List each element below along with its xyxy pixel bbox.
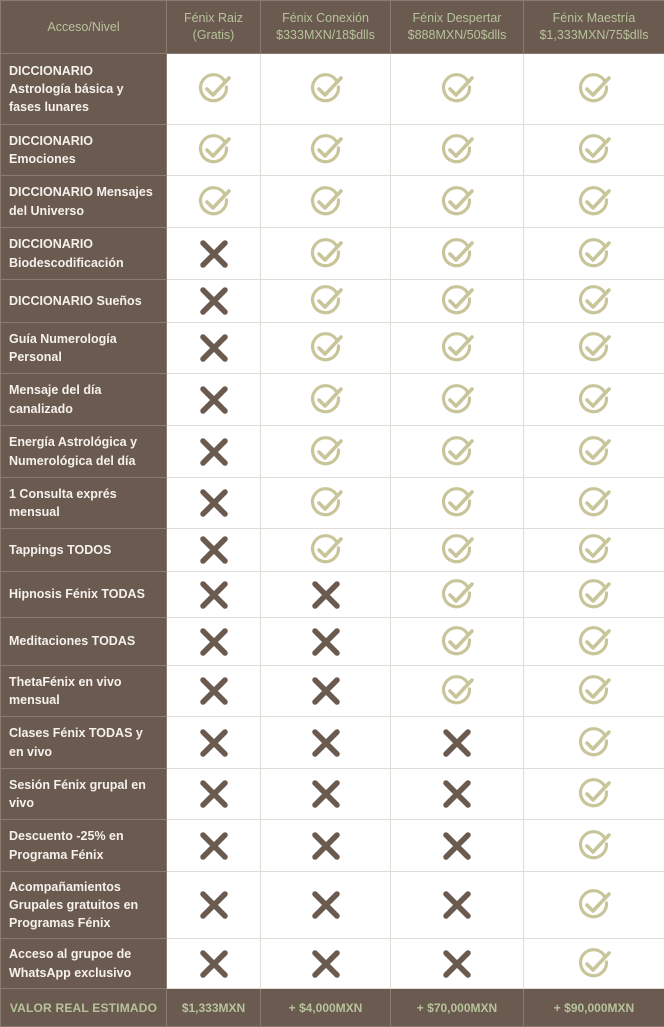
check-icon (391, 673, 523, 709)
feature-label (1, 280, 167, 323)
table-row (1, 374, 664, 426)
included-cell (524, 125, 664, 176)
check-icon (391, 577, 523, 613)
check-icon (261, 485, 390, 521)
check-icon (524, 887, 664, 923)
feature-label (1, 228, 167, 280)
check-icon (167, 71, 260, 107)
included-cell (524, 176, 664, 228)
included-cell (524, 478, 664, 529)
check-icon (261, 330, 390, 366)
included-cell (391, 228, 524, 280)
feature-label-line: Programa Fénix (9, 846, 158, 864)
excluded-cell (261, 572, 391, 618)
check-icon (261, 283, 390, 319)
x-icon (261, 829, 390, 863)
check-icon (261, 434, 390, 470)
included-cell (391, 478, 524, 529)
feature-label (1, 54, 167, 125)
table-row (1, 280, 664, 323)
table-row (1, 228, 664, 280)
check-icon (524, 184, 664, 220)
check-icon (261, 382, 390, 418)
x-icon (391, 777, 523, 811)
footer-value: + $70,000MXN (391, 989, 524, 1027)
plan-name: Fénix Raiz (167, 10, 260, 27)
x-icon (167, 888, 260, 922)
check-icon (261, 71, 390, 107)
feature-label-line: en vivo (9, 743, 158, 761)
check-icon (167, 184, 260, 220)
feature-label-line: Grupales gratuitos en (9, 896, 158, 914)
check-icon (261, 236, 390, 272)
feature-label-line: canalizado (9, 400, 158, 418)
included-cell (391, 323, 524, 374)
feature-label-line: Hipnosis Fénix TODAS (9, 585, 158, 603)
excluded-cell (167, 717, 261, 769)
included-cell (261, 323, 391, 374)
feature-label-line: DICCIONARIO (9, 132, 158, 150)
check-icon (391, 132, 523, 168)
included-cell (524, 666, 664, 717)
check-icon (524, 71, 664, 107)
plan-header-raiz (167, 1, 261, 54)
feature-label-line: Descuento -25% en (9, 827, 158, 845)
check-icon (391, 283, 523, 319)
footer-value: + $90,000MXN (524, 989, 664, 1027)
included-cell (524, 820, 664, 872)
check-icon (391, 382, 523, 418)
feature-label (1, 666, 167, 717)
table-row (1, 717, 664, 769)
feature-label-line: mensual (9, 691, 158, 709)
footer-value: + $4,000MXN (261, 989, 391, 1027)
x-icon (261, 578, 390, 612)
table-row (1, 478, 664, 529)
included-cell (524, 54, 664, 125)
table-row (1, 872, 664, 939)
x-icon (261, 947, 390, 981)
check-icon (391, 624, 523, 660)
feature-label-line: mensual (9, 503, 158, 521)
x-icon (167, 331, 260, 365)
plan-price: (Gratis) (167, 27, 260, 44)
excluded-cell (167, 529, 261, 572)
excluded-cell (167, 280, 261, 323)
feature-label-line: Numerológica del día (9, 452, 158, 470)
excluded-cell (167, 666, 261, 717)
feature-label (1, 820, 167, 872)
check-icon (524, 283, 664, 319)
included-cell (391, 176, 524, 228)
included-cell (524, 939, 664, 989)
included-cell (261, 374, 391, 426)
feature-label-line: Acceso al grupoe de (9, 945, 158, 963)
feature-label (1, 717, 167, 769)
feature-label (1, 618, 167, 666)
table-row (1, 820, 664, 872)
plan-name: Fénix Maestría (524, 10, 664, 27)
included-cell (524, 717, 664, 769)
check-icon (391, 330, 523, 366)
excluded-cell (167, 323, 261, 374)
included-cell (524, 374, 664, 426)
excluded-cell (261, 666, 391, 717)
x-icon (261, 674, 390, 708)
plan-name: Fénix Despertar (391, 10, 523, 27)
feature-label-line: DICCIONARIO Mensajes (9, 183, 158, 201)
included-cell (261, 176, 391, 228)
feature-label-line: fases lunares (9, 98, 158, 116)
x-icon (261, 777, 390, 811)
x-icon (391, 947, 523, 981)
feature-rows (1, 54, 664, 989)
feature-label-line: Sesión Fénix grupal en (9, 776, 158, 794)
included-cell (391, 572, 524, 618)
check-icon (524, 776, 664, 812)
excluded-cell (391, 769, 524, 820)
x-icon (167, 284, 260, 318)
included-cell (167, 125, 261, 176)
x-icon (167, 726, 260, 760)
plan-header-maestria (524, 1, 664, 54)
included-cell (524, 872, 664, 939)
excluded-cell (167, 769, 261, 820)
feature-label-line: Meditaciones TODAS (9, 632, 158, 650)
excluded-cell (167, 228, 261, 280)
x-icon (167, 625, 260, 659)
check-icon (391, 485, 523, 521)
included-cell (391, 125, 524, 176)
check-icon (524, 532, 664, 568)
included-cell (261, 280, 391, 323)
feature-label-line: DICCIONARIO (9, 235, 158, 253)
included-cell (261, 529, 391, 572)
check-icon (524, 577, 664, 613)
x-icon (167, 777, 260, 811)
excluded-cell (261, 820, 391, 872)
check-icon (524, 236, 664, 272)
feature-label-line: DICCIONARIO (9, 62, 158, 80)
x-icon (167, 947, 260, 981)
excluded-cell (391, 820, 524, 872)
plan-price: $1,333MXN/75$dlls (524, 27, 664, 44)
excluded-cell (261, 618, 391, 666)
x-icon (167, 383, 260, 417)
included-cell (167, 54, 261, 125)
footer-label: VALOR REAL ESTIMADO (1, 989, 167, 1027)
excluded-cell (167, 374, 261, 426)
feature-label-line: 1 Consulta exprés (9, 485, 158, 503)
feature-label-line: Programas Fénix (9, 914, 158, 932)
plan-name: Fénix Conexión (261, 10, 390, 27)
feature-label-line: WhatsApp exclusivo (9, 964, 158, 982)
excluded-cell (167, 572, 261, 618)
footer-row (1, 989, 664, 1027)
check-icon (524, 828, 664, 864)
feature-label-line: Mensaje del día (9, 381, 158, 399)
plan-price: $333MXN/18$dlls (261, 27, 390, 44)
excluded-cell (167, 426, 261, 478)
check-icon (524, 946, 664, 982)
excluded-cell (261, 872, 391, 939)
feature-label-line: Acompañamientos (9, 878, 158, 896)
feature-label (1, 769, 167, 820)
included-cell (391, 54, 524, 125)
check-icon (391, 184, 523, 220)
included-cell (524, 228, 664, 280)
feature-label (1, 529, 167, 572)
feature-label (1, 478, 167, 529)
header-row (1, 1, 664, 54)
feature-label (1, 872, 167, 939)
check-icon (524, 330, 664, 366)
included-cell (261, 228, 391, 280)
x-icon (167, 435, 260, 469)
x-icon (391, 829, 523, 863)
x-icon (167, 674, 260, 708)
feature-label-line: del Universo (9, 202, 158, 220)
check-icon (524, 725, 664, 761)
table-row (1, 939, 664, 989)
check-icon (524, 485, 664, 521)
excluded-cell (391, 939, 524, 989)
included-cell (524, 572, 664, 618)
corner-header: Acceso/Nivel (1, 1, 167, 54)
x-icon (391, 726, 523, 760)
x-icon (261, 888, 390, 922)
feature-label-line: Personal (9, 348, 158, 366)
x-icon (261, 625, 390, 659)
check-icon (261, 532, 390, 568)
excluded-cell (167, 939, 261, 989)
check-icon (524, 673, 664, 709)
check-icon (524, 624, 664, 660)
feature-label (1, 125, 167, 176)
x-icon (167, 486, 260, 520)
check-icon (391, 434, 523, 470)
feature-label-line: Astrología básica y (9, 80, 158, 98)
check-icon (391, 236, 523, 272)
feature-label-line: Clases Fénix TODAS y (9, 724, 158, 742)
feature-label-line: Energía Astrológica y (9, 433, 158, 451)
included-cell (261, 478, 391, 529)
check-icon (391, 71, 523, 107)
included-cell (524, 769, 664, 820)
check-icon (524, 132, 664, 168)
included-cell (391, 374, 524, 426)
included-cell (524, 323, 664, 374)
feature-label-line: Tappings TODOS (9, 541, 158, 559)
feature-label-line: Biodescodificación (9, 254, 158, 272)
included-cell (391, 426, 524, 478)
plan-header-despertar (391, 1, 524, 54)
table-row (1, 618, 664, 666)
included-cell (391, 280, 524, 323)
check-icon (261, 132, 390, 168)
table-row (1, 529, 664, 572)
included-cell (261, 54, 391, 125)
plan-price: $888MXN/50$dlls (391, 27, 523, 44)
included-cell (391, 529, 524, 572)
excluded-cell (261, 939, 391, 989)
check-icon (261, 184, 390, 220)
feature-label-line: ThetaFénix en vivo (9, 673, 158, 691)
footer-value: $1,333MXN (167, 989, 261, 1027)
feature-label-line: DICCIONARIO Sueños (9, 292, 158, 310)
table-row (1, 323, 664, 374)
included-cell (261, 125, 391, 176)
included-cell (391, 666, 524, 717)
feature-label-line: Emociones (9, 150, 158, 168)
feature-label-line: vivo (9, 794, 158, 812)
included-cell (524, 280, 664, 323)
table-row (1, 426, 664, 478)
table-row (1, 176, 664, 228)
table-row (1, 666, 664, 717)
excluded-cell (261, 769, 391, 820)
excluded-cell (167, 478, 261, 529)
check-icon (524, 382, 664, 418)
excluded-cell (391, 717, 524, 769)
feature-label (1, 572, 167, 618)
excluded-cell (167, 618, 261, 666)
feature-label (1, 176, 167, 228)
check-icon (167, 132, 260, 168)
included-cell (524, 618, 664, 666)
feature-label-line: Guía Numerología (9, 330, 158, 348)
excluded-cell (167, 872, 261, 939)
plan-header-conexion (261, 1, 391, 54)
table-row (1, 769, 664, 820)
included-cell (391, 618, 524, 666)
x-icon (167, 829, 260, 863)
included-cell (524, 529, 664, 572)
table-row (1, 125, 664, 176)
x-icon (261, 726, 390, 760)
included-cell (524, 426, 664, 478)
included-cell (261, 426, 391, 478)
feature-label (1, 323, 167, 374)
excluded-cell (167, 820, 261, 872)
table-row (1, 572, 664, 618)
included-cell (167, 176, 261, 228)
x-icon (391, 888, 523, 922)
x-icon (167, 237, 260, 271)
excluded-cell (261, 717, 391, 769)
excluded-cell (391, 872, 524, 939)
feature-label (1, 426, 167, 478)
table-row (1, 54, 664, 125)
check-icon (524, 434, 664, 470)
x-icon (167, 578, 260, 612)
x-icon (167, 533, 260, 567)
feature-label (1, 374, 167, 426)
feature-label (1, 939, 167, 989)
check-icon (391, 532, 523, 568)
